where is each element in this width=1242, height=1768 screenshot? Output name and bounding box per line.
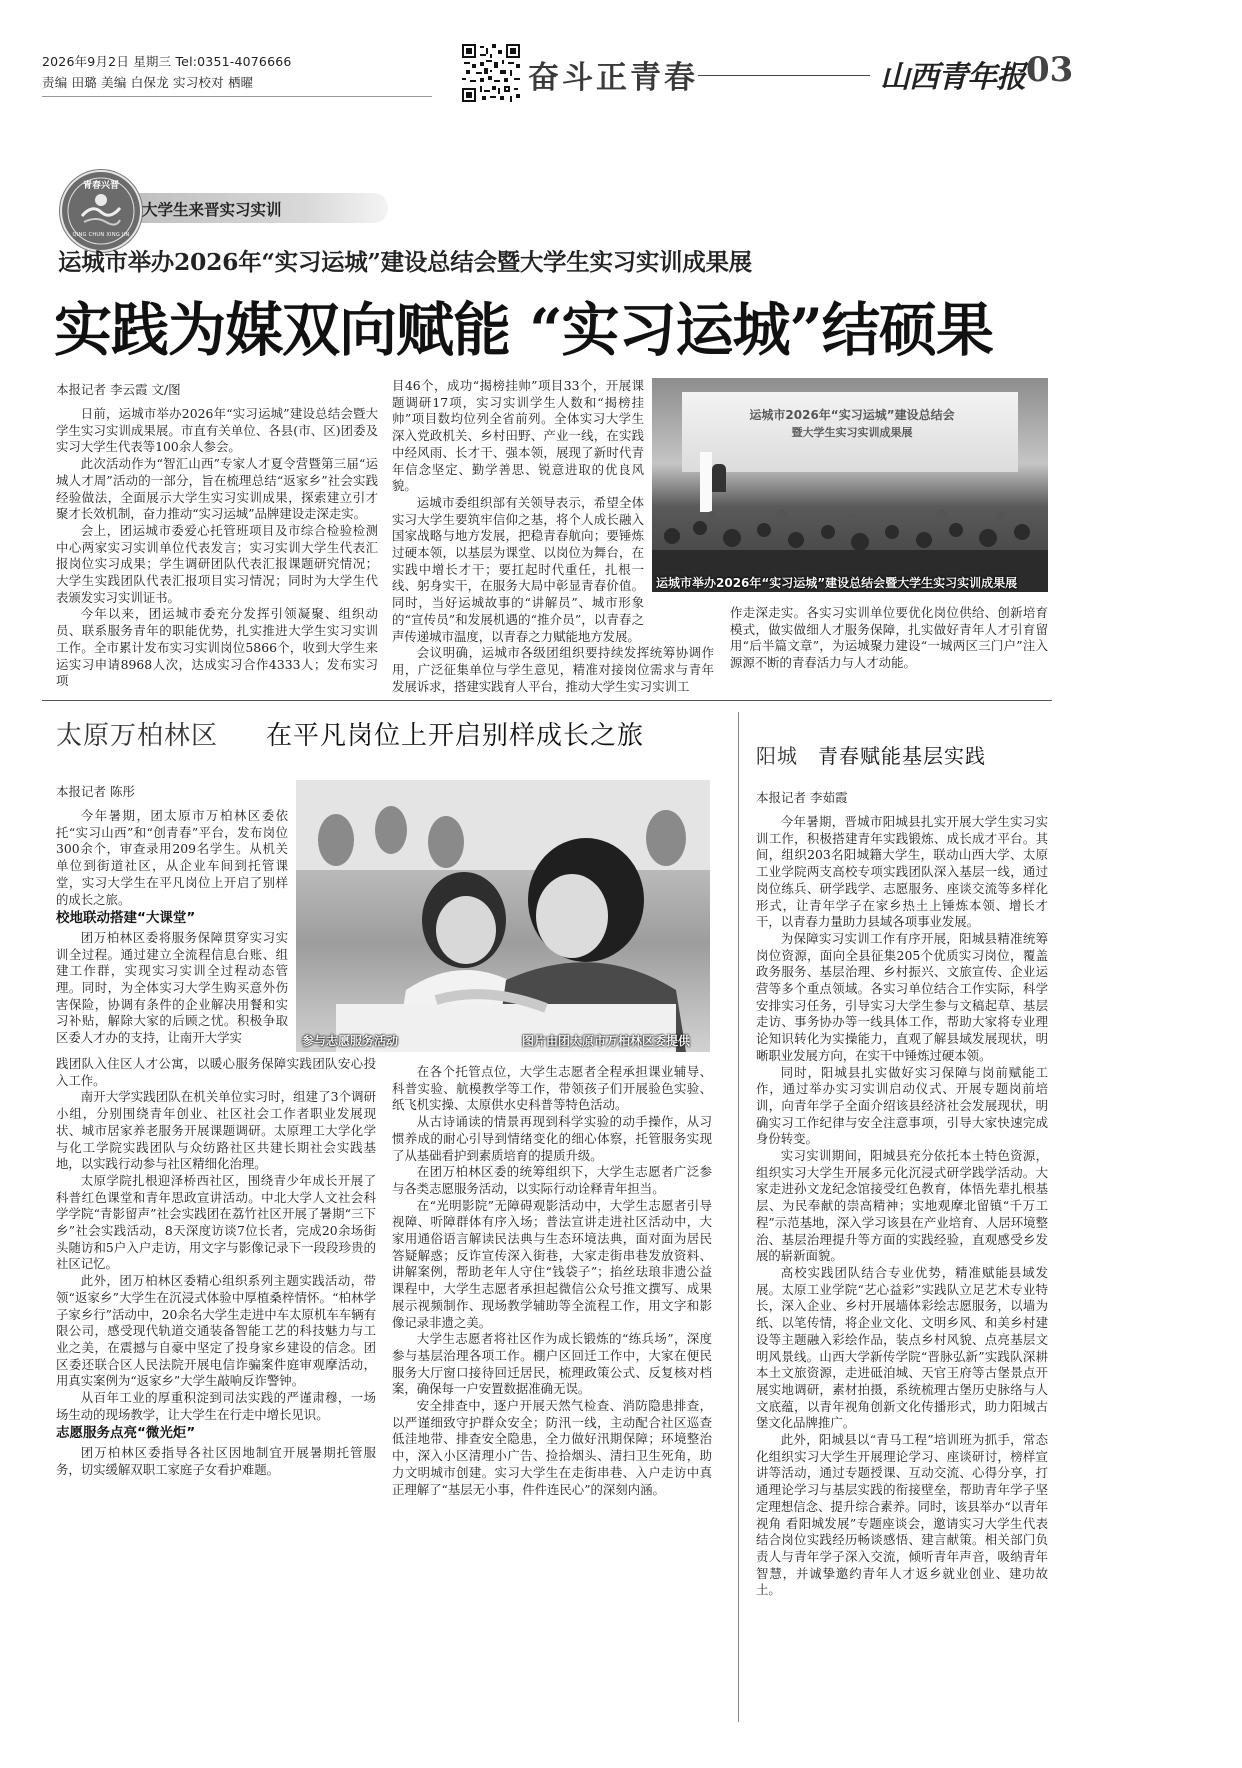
column-seal [60, 170, 142, 252]
masthead-rule [698, 75, 870, 76]
paragraph: 实习实训期间，阳城县充分依托本土特色资源，组织实习大学生开展多元化沉浸式研学践学活动。大家走进孙文龙纪念馆接受红色教育，体悟先辈扎根基层、为民奉献的崇高精神；实地观摩北留镇“千万工程”示范基地，深入学习该县在产业培育、人居环境整治、基层治理提升等方面的实践经验，直观感受乡发展的崭新面貌。 [756, 1148, 1048, 1264]
speaker-figure [712, 464, 726, 492]
paragraph: 太原学院扎根迎泽桥西社区，围绕青少年成长开展了科普红色课堂和青年思政宣讲活动。中北大学人文社会科学学院“青影留声”社会实践团在荔竹社区开展了暑期“三下乡”社会实践活动，8天深度访谈7位长者，完成20余场街头随访和5户入户走访，用文字与影像记录下一段段珍贵的社区记忆。 [56, 1172, 376, 1272]
paragraph: 同时，阳城县扎实做好实习保障与岗前赋能工作，通过举办实习实训启动仪式、开展专题岗前培训，向青年学子全面介绍该县经济社会发展现状，明确实习工作纪律与安全注意事项，引导大家快速完成身份转变。 [756, 1064, 1048, 1147]
paragraph: 运城市委组织部有关领导表示，希望全体实习大学生要筑牢信仰之基，将个人成长融入国家战略与地方发展，把稳青春航向；要锤炼过硬本领，以基层为课堂、以岗位为舞台，在实践中增长才干；要扛起时代重任，扎根一线、躬身实干，在服务大局中彰显青春价值。同时，当好运城故事的“讲解员”、城市形象的“宣传员”和发展机遇的“推介员”，以青春之声传递城市温度，以青春之力赋能地方发展。 [392, 494, 644, 644]
paragraph: 目46个，成功“揭榜挂帅”项目33个，开展课题调研17项，实习实训学生人数和“揭榜挂帅”项目数均位列全省前列。全体实习大学生深入党政机关、乡村田野、产业一线，在实践中经风雨、长才干、强本领，展现了新时代青年信念坚定、勤学善思、锐意进取的优良风貌。 [392, 378, 644, 494]
lead-photo-caption: 运城市举办2026年“实习运城”建设总结会暨大学生实习实训成果展 [656, 576, 1018, 590]
paragraph: 此外，团万柏林区委精心组织系列主题实践活动，带领“返家乡”大学生在沉浸式体验中厚植桑梓情怀。“柏林学子家乡行”活动中，20余名大学生走进中车太原机车车辆有限公司，感受现代轨道交通装备智能工艺的科技魅力与工业之美，在震撼与自豪中坚定了投身家乡建设的信念。团区委还联合区人民法院开展电信诈骗案件庭审观摩活动，用真实案例为“返家乡”大学生敲响反诈警钟。 [56, 1273, 376, 1389]
paragraph: 南开大学实践团队在机关单位实习时，组建了3个调研小组，分别围绕青年创业、社区社会工作者职业发展现状、城市居家养老服务开展课题调研。太原理工大学化学与化工学院实践团队与众纺路社区共建长期社会实践基地，以实践行动参与社区精细化治理。 [56, 1089, 376, 1172]
taiyuan-photo-credit: 图片由团太原市万柏林区委提供 [522, 1034, 691, 1048]
lead-column-3 [730, 605, 1048, 672]
section-title: 奋斗正青春 [528, 60, 698, 96]
yangcheng-column [756, 814, 1048, 1599]
masthead-underline [42, 96, 432, 97]
lead-photo [652, 378, 1048, 592]
paragraph: 践团队入住区人才公寓，以暖心服务保障实践团队安心投入工作。 [56, 1056, 376, 1088]
paragraph: 高校实践团队结合专业优势，精准赋能县域发展。太原工业学院“艺心益彩”实践队立足艺术专业特长，深入企业、乡村开展墙体彩绘志愿服务，以墙为纸、以笔传情，将企业文化、文明乡风、和美乡村建设等主题融入彩绘作品，装点乡村风貌、点亮基层文明风景线。山西大学新传学院“晋脉弘新”实践队深耕本土文旅资源，走进砥洎城、天官王府等古堡景点开展实地调研，素材拍摄，系统梳理古堡历史脉络与人文底蕴，以青年视角创新文化传播形式，助力阳城古堡文化品牌推广。 [756, 1264, 1048, 1431]
paper-logo: 山西青年报 [880, 60, 1025, 95]
paragraph: 此次活动作为“智汇山西”专家人才夏令营暨第三届“运城人才周”活动的一部分，旨在梳理总结“返家乡”社会实践经验做法，全面展示大学生实习实训成果，探索建立引才聚才长效机制，奋力推动“实习运城”品牌建设走深走实。 [56, 456, 378, 522]
yangcheng-byline: 本报记者 李茹霞 [756, 790, 848, 805]
paragraph: 此外，阳城县以“青马工程”培训班为抓手，常态化组织实习大学生开展理论学习、座谈研讨，榜样宣讲等活动，通过专题授课、互动交流、心得分享，打通理论学习与基层实践的衔接壁垒，帮助青年学子坚定理想信念、提升综合素养。同时，该县举办“以青年视角 看阳城发展”专题座谈会，邀请实习大学生代表结合岗位实践经历畅谈感悟、建言献策。相关部门负责人与青年学子深入交流，倾听青年声音，吸纳青年智慧，并诚挚邀约青年人才返乡就业创业、建功故土。 [756, 1432, 1048, 1598]
paragraph: 今年暑期，晋城市阳城县扎实开展大学生实习实训工作，积极搭建青年实践锻炼、成长成才平台。其间，组织203名阳城籍大学生，联动山西大学、太原工业学院两支高校专项实践团队深入基层一线，通过岗位练兵、研学践学、志愿服务、座谈交流等多样化形式，让青年学子在家乡热土上锤炼本领、增长才干，以青春力量助力县域各项事业发展。 [756, 814, 1048, 930]
taiyuan-byline: 本报记者 陈彤 [56, 784, 135, 799]
paragraph: 大学生志愿者将社区作为成长锻炼的“练兵场”，深度参与基层治理各项工作。棚户区回迁工作中，大家在便民服务大厅窗口接待回迁居民，梳理政策公式、反复核对档案，确保每一户安置数据准确无误。 [392, 1331, 712, 1397]
subheading: 校地联动搭建“大课堂” [56, 910, 196, 927]
taiyuan-title: 在平凡岗位上开启别样成长之旅 [266, 721, 645, 751]
seal-pinyin: QING CHUN XING JIN [72, 232, 130, 238]
subheading: 志愿服务点亮“微光炬” [56, 1425, 196, 1442]
lead-title: 实践为媒双向赋能 “实习运城”结硕果 [54, 296, 993, 364]
yangcheng-place: 阳城 [756, 744, 798, 768]
section-divider [42, 700, 1052, 701]
paragraph: 在“光明影院”无障碍观影活动中，大学生志愿者引导视障、听障群体有序入场；普法宣讲走进社区活动中，大家用通俗语言解读民法典与生态环境法典，面对面为居民答疑解惑；反诈宣传深入街巷，大家走街串巷发放资料、讲解案例，帮助老年人守住“钱袋子”；掐丝珐琅非遗公益课程中，大学生志愿者承担起微信公众号推文撰写、成果展示视频制作、现场教学辅助等全流程工作，用文字和影像记录非遗之美。 [392, 1197, 712, 1330]
yangcheng-title: 青春赋能基层实践 [818, 744, 986, 768]
issue-date-line: 2026年9月2日 星期三 Tel:0351-4076666 [42, 54, 292, 69]
volunteer-scene [296, 780, 710, 1052]
taiyuan-column-2 [392, 1064, 712, 1498]
column-label: 大学生来晋实习实训 [142, 201, 282, 219]
column-divider [738, 712, 739, 1722]
taiyuan-photo-caption-left: 参与志愿服务活动 [302, 1034, 399, 1048]
editor-credits: 责编 田璐 美编 白保龙 实习校对 栖曜 [42, 75, 254, 90]
paragraph: 作走深走实。各实习实训单位要优化岗位供给、创新培育模式，做实做细人才服务保障，扎实做好青年人才引育留用“后半篇文章”，为运城聚力建设“一城两区三门户”注入源源不断的青春活力与人才动能。 [730, 605, 1048, 671]
lead-pre-title: 运城市举办2026年“实习运城”建设总结会暨大学生实习实训成果展 [58, 248, 752, 276]
paragraph: 从古诗诵读的情景再现到科学实验的动手操作，从习惯养成的耐心引导到情绪变化的细心体察，托管服务实现了从基础看护到素质培育的提质升级。 [392, 1114, 712, 1163]
taiyuan-photo [296, 780, 710, 1052]
taiyuan-column-1b [56, 1056, 376, 1479]
taiyuan-place: 太原万柏林区 [56, 721, 219, 751]
page-number: 03 [1026, 50, 1074, 90]
screen-text-1: 运城市2026年“实习运城”建设总结会 [749, 408, 955, 422]
paragraph: 在团万柏林区委的统筹组织下，大学生志愿者广泛参与各类志愿服务活动，以实际行动诠释青年担当。 [392, 1164, 712, 1196]
paragraph: 在各个托管点位，大学生志愿者全程承担课业辅导、科普实验、航模教学等工作，带领孩子们开展验色实验、纸飞机实操、太原供水史科普等特色活动。 [392, 1064, 712, 1113]
lead-column-1 [56, 406, 378, 690]
paragraph: 日前，运城市举办2026年“实习运城”建设总结会暨大学生实习实训成果展。市直有关单位、各县(市、区)团委及实习大学生代表等100余人参会。 [56, 406, 378, 455]
paragraph: 会议明确，运城市各级团组织要持续发挥统筹协调作用，广泛征集单位与学生意见，精准对接岗位需求与青年发展诉求，搭建实践育人平台，推动大学生实习实训工 [392, 645, 714, 694]
paragraph: 从百年工业的厚重积淀到司法实践的严谨肃穆，一场场生动的现场教学，让大学生在行走中增长见识。 [56, 1390, 376, 1422]
paragraph: 团万柏林区委将服务保障贯穿实习实训全过程。通过建立全流程信息台账、组建工作群，实现实习实训全过程动态管理。同时，为全体实习大学生购买意外伤害保险，协调有条件的企业解决用餐和实习补贴，解除大家的后顾之忧。积极争取区委人才办的支持，让南开大学实 [56, 929, 288, 1046]
paragraph: 今年以来，团运城市委充分发挥引领凝聚、组织动员、联系服务青年的职能优势，扎实推进大学生实习实训工作。全市累计发布实习实训岗位5866个，收到大学生来运实习申请8968人次，达成实习合作4333人；发布实习项 [56, 606, 378, 689]
lead-byline: 本报记者 李云霞 文/图 [56, 382, 181, 397]
paragraph: 今年暑期，团太原市万柏林区委依托“实习山西”和“创青春”平台，发布岗位300余个，审查录用209名学生。从机关单位到街道社区，从企业车间到托管课堂，实习大学生在平凡岗位上开启了别样的成长之旅。 [56, 808, 288, 907]
paragraph: 为保障实习实训工作有序开展，阳城县精准统筹岗位资源，面向全县征集205个优质实习岗位，覆盖政务服务、基层治理、乡村振兴、文旅宣传、企业运营等多个重点领域。各实习单位结合工作实际，科学安排实习任务，引导实习大学生参与文稿起草、基层走访、事务协办等一线具体工作，帮助大家将专业理论知识转化为实操能力，直观了解县域发展现状，明晰职业发展方向，在实干中锤炼过硬本领。 [756, 930, 1048, 1063]
screen-text-2: 暨大学生实习实训成果展 [791, 426, 913, 439]
qr-code[interactable] [462, 44, 520, 102]
seal-title: 青春兴晋 [82, 181, 119, 191]
paragraph: 安全排查中，逐户开展天然气检查、消防隐患排查，以严谨细致守护群众安全；防汛一线，主动配合社区巡查低洼地带、排查安全隐患，全力做好汛期保障；环境整治中，深入小区清理小广告、捡拾烟头、清扫卫生死角，助力文明城市创建。实习大学生在走街串巷、入户走访中真正理解了“基层无小事，件件连民心”的深刻内涵。 [392, 1398, 712, 1497]
paragraph: 团万柏林区委指导各社区因地制宜开展暑期托管服务，切实缓解双职工家庭子女看护难题。 [56, 1445, 376, 1477]
paragraph: 会上，团运城市委爱心托管班项目及市综合检验检测中心两家实习实训单位代表发言；实习实训大学生代表汇报岗位实习成果；学生调研团队代表汇报课题研究情况；大学生实践团队代表汇报项目实习情况；同时为大学生代表颁发实习实训证书。 [56, 522, 378, 605]
taiyuan-column-1 [56, 808, 288, 1047]
